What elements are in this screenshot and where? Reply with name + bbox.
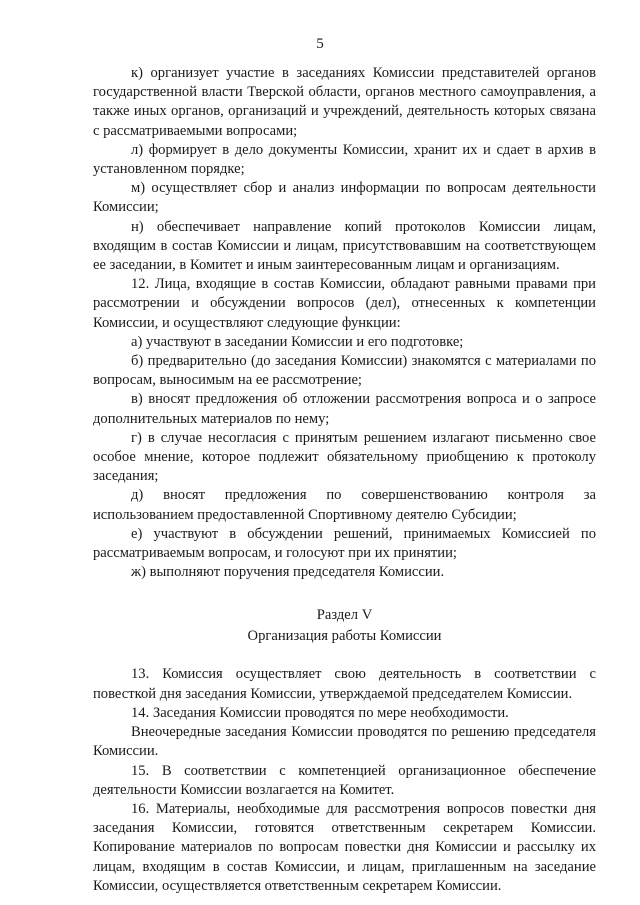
- paragraph-d: д) вносят предложения по совершенствованию контроля за использованием предоставленной Спортивному деятелю Субсидии;: [93, 487, 596, 523]
- paragraph-m: м) осуществляет сбор и анализ информации по вопросам деятельности Комиссии;: [93, 180, 596, 216]
- paragraph-v: в) вносят предложения об отложении рассмотрения вопроса и о запросе дополнительных материалов по нему;: [93, 391, 596, 427]
- page-number: 5: [316, 36, 324, 52]
- paragraph-14: 14. Заседания Комиссии проводятся по мере необходимости.: [131, 704, 509, 721]
- paragraph-b: б) предварительно (до заседания Комиссии) знакомятся с материалами по вопросам, выносимым на ее рассмотрение;: [93, 353, 596, 389]
- paragraph-a: а) участвуют в заседании Комиссии и его подготовке;: [131, 333, 464, 350]
- paragraph-g: г) в случае несогласия с принятым решением излагают письменно свое особое мнение, которое подлежит обязательному приобщению к протоколу заседания;: [93, 429, 596, 485]
- paragraph-16: 16. Материалы, необходимые для рассмотрения вопросов повестки дня заседания Комиссии, готовятся ответственным секретарем Комиссии. Копирование материалов по вопросам повестки дня Комиссии и рассылку их лицам, входящим в состав Комиссии, и лицам, приглашенным на заседание Комиссии, осуществляется ответственным секретарем Комиссии.: [93, 800, 596, 894]
- section-number: Раздел V: [316, 607, 373, 624]
- paragraph-13: 13. Комиссия осуществляет свою деятельность в соответствии с повесткой дня заседания Комиссии, утверждаемой председателем Комиссии.: [93, 666, 596, 702]
- paragraph-l: л) формирует в дело документы Комиссии, хранит их и сдает в архив в установленном порядке;: [93, 141, 596, 178]
- paragraph-extraordinary: Внеочередные заседания Комиссии проводятся по решению председателя Комиссии.: [93, 724, 596, 760]
- paragraph-zh: ж) выполняют поручения председателя Комиссии.: [131, 564, 445, 581]
- section-heading: [93, 605, 596, 647]
- paragraph-e: е) участвуют в обсуждении решений, принимаемых Комиссией по рассматриваемым вопросам, и голосуют при их принятии;: [93, 525, 596, 562]
- section-title: Организация работы Комиссии: [247, 628, 442, 645]
- paragraph-12: 12. Лица, входящие в состав Комиссии, обладают равными правами при рассмотрении и обсуждении вопросов (дел), отнесенных к компетенции Комиссии, и осуществляют следующие функции:: [93, 276, 596, 331]
- paragraph-n: н) обеспечивает направление копий протоколов Комиссии лицам, входящим в состав Комиссии и лицам, присутствовавшим на соответствующем ее заседании, в Комитет и иным заинтересованным лицам и организациям.: [93, 218, 596, 274]
- paragraph-k: к) организует участие в заседаниях Комиссии представителей органов государственной власти Тверской области, органов местного самоуправления, а также иных органов, организаций и учреждений, деятельность которых связана с рассматриваемыми вопросами;: [93, 65, 596, 139]
- document-body: [93, 64, 596, 896]
- paragraph-15: 15. В соответствии с компетенцией организационное обеспечение деятельности Комиссии возлагается на Комитет.: [93, 762, 596, 798]
